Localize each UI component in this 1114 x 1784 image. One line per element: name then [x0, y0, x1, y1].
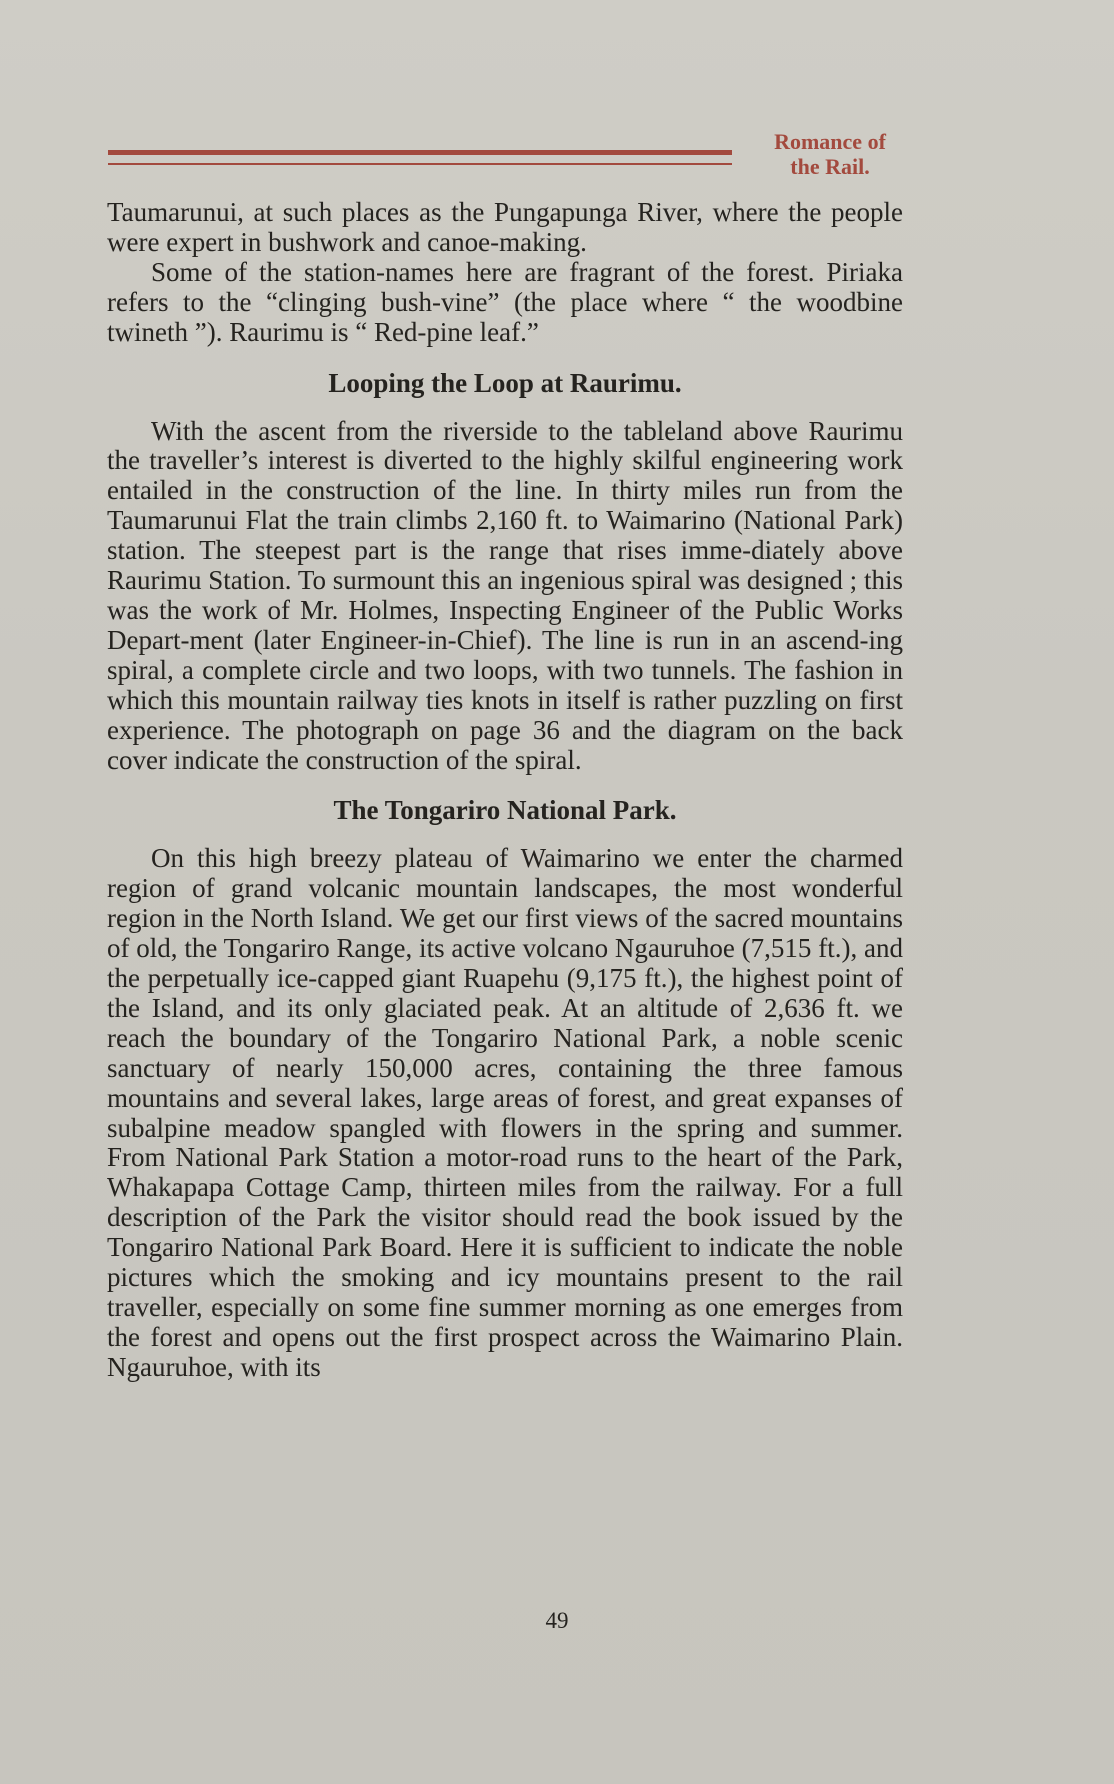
page-number: 49: [545, 1608, 569, 1633]
section-heading-raurimu: Looping the Loop at Raurimu.: [328, 367, 682, 398]
page-header: [108, 127, 910, 179]
paragraph-tongariro-park: On this high breezy plateau of Waimarino we enter the charmed region of grand volcanic mountain landscapes, the most wonderful region in the North Island. We get our first views of the sacred mountains of old, the Tongariro Range, its active volcano Ngauruhoe (7,515 ft.), and the perpetually ice-capped giant Ruapehu (9,175 ft.), the highest point of the Island, and its only glaciated peak. At an altitude of 2,636 ft. we reach the boundary of the Tongariro National Park, a noble scenic sanctuary of nearly 150,000 acres, containing the three famous mountains and several lakes, large areas of forest, and great expanses of subalpine meadow spangled with flowers in the spring and summer. From National Park Station a motor-road runs to the heart of the Park, Whakapapa Cottage Camp, thirteen miles from the railway. For a full description of the Park the visitor should read the book issued by the Tongariro National Park Board. Here it is sufficient to indicate the noble pictures which the smoking and icy mountains present to the rail traveller, especially on some fine summer morning as one emerges from the forest and opens out the first prospect across the Waimarino Plain. Ngauruhoe, with its: [107, 843, 903, 1382]
paragraph-raurimu-spiral: With the ascent from the riverside to the tableland above Raurimu the traveller’s interest is diverted to the highly skilful engineering work entailed in the construction of the line. In thirty miles run from the Taumarunui Flat the train climbs 2,160 ft. to Waimarino (National Park) station. The steepest part is the range that rises imme-diately above Raurimu Station. To surmount this an ingenious spiral was designed ; this was the work of Mr. Holmes, Inspecting Engineer of the Public Works Depart-ment (later Engineer-in-Chief). The line is run in an ascend-ing spiral, a complete circle and two loops, with two tunnels. The fashion in which this mountain railway ties knots in itself is rather puzzling on first experience. The photograph on page 36 and the diagram on the back cover indicate the construction of the spiral.: [107, 415, 903, 775]
paragraph-station-names: Some of the station-names here are fragrant of the forest. Piriaka refers to the “clinging bush-vine” (the place where “ the woodbine twineth ”). Raurimu is “ Red-pine leaf.”: [107, 256, 903, 347]
header-rule-thin: [108, 163, 732, 165]
paragraph-continued: Taumarunui, at such places as the Pungapunga River, where the people were expert in bushwork and canoe-making.: [107, 197, 903, 257]
running-head-line-2: the Rail.: [790, 154, 870, 179]
running-head: [750, 129, 910, 179]
section-heading-tongariro: The Tongariro National Park.: [333, 795, 677, 826]
body-text: [107, 198, 903, 1383]
running-head-line-1: Romance of: [774, 129, 886, 154]
header-rule-thick: [108, 150, 732, 155]
